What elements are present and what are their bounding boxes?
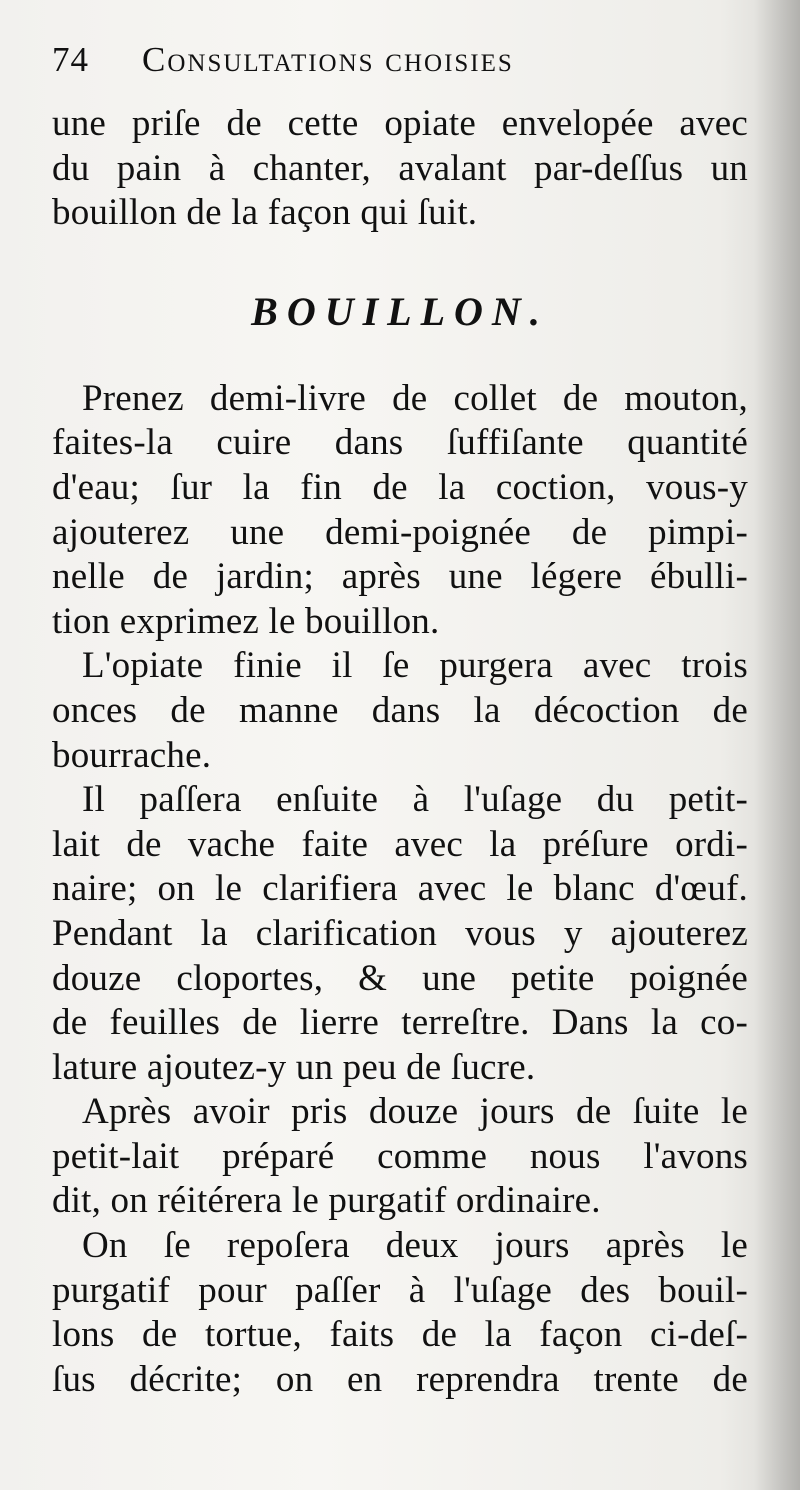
section-heading: BOUILLON.	[251, 288, 549, 334]
paragraph-recipe	[52, 377, 748, 645]
text-line: onces de manne dans la décoction de	[52, 689, 748, 731]
text-line: petit-lait préparé comme nous l'avons	[52, 1135, 748, 1177]
text-line: bourrache.	[52, 734, 212, 776]
text-line: lait de vache faite avec la préſure ordi-	[52, 823, 748, 865]
paragraph-tortue	[52, 1224, 748, 1402]
text-line: On ſe repoſera deux jours après le	[82, 1225, 748, 1267]
text-line: dit, on réitérera le purgatif ordinaire.	[52, 1180, 601, 1222]
text-line: de feuilles de lierre terreſtre. Dans la co-	[52, 1002, 748, 1044]
text-line: bouillon de la façon qui ſuit.	[52, 192, 478, 234]
text-line: purgatif pour paſſer à l'uſage des bouil-	[52, 1269, 748, 1311]
text-line: ajouterez une demi-poignée de pimpi-	[52, 511, 748, 553]
text-line: Pendant la clarification vous y ajouterez	[52, 912, 748, 954]
text-line: tion exprimez le bouillon.	[52, 600, 440, 642]
text-line: lature ajoutez-y un peu de ſucre.	[52, 1046, 536, 1088]
text-line: faites-la cuire dans ſuffiſante quantité	[52, 422, 748, 464]
text-line: lons de tortue, faits de la façon ci-deſ-	[52, 1314, 748, 1356]
text-line: ſus décrite; on en reprendra trente de	[52, 1358, 748, 1400]
page-number: 74	[52, 40, 89, 79]
text-line: douze cloportes, & une petite poignée	[52, 957, 748, 999]
text-line: Après avoir pris douze jours de ſuite le	[82, 1091, 748, 1133]
paragraph-petit-lait	[52, 778, 748, 1090]
text-line: L'opiate finie il ſe purgera avec trois	[82, 645, 748, 687]
text-line: nelle de jardin; après une légere ébulli-	[52, 556, 748, 598]
intro-paragraph	[52, 102, 748, 236]
text-line: Prenez demi-livre de collet de mouton,	[82, 377, 748, 419]
text-block	[52, 40, 748, 1402]
text-line: naire; on le clarifiera avec le blanc d'œuf.	[52, 868, 748, 910]
paragraph-purge	[52, 644, 748, 778]
text-line: d'eau; ſur la fin de la coction, vous-y	[52, 466, 748, 508]
text-line: du pain à chanter, avalant par-deſſus un	[52, 147, 748, 189]
running-head	[52, 40, 748, 102]
running-title: Consultations choisies	[142, 40, 514, 79]
paragraph-douze-jours	[52, 1090, 748, 1224]
text-line: Il paſſera enſuite à l'uſage du petit-	[82, 779, 748, 821]
text-line: une priſe de cette opiate envelopée avec	[52, 103, 748, 144]
